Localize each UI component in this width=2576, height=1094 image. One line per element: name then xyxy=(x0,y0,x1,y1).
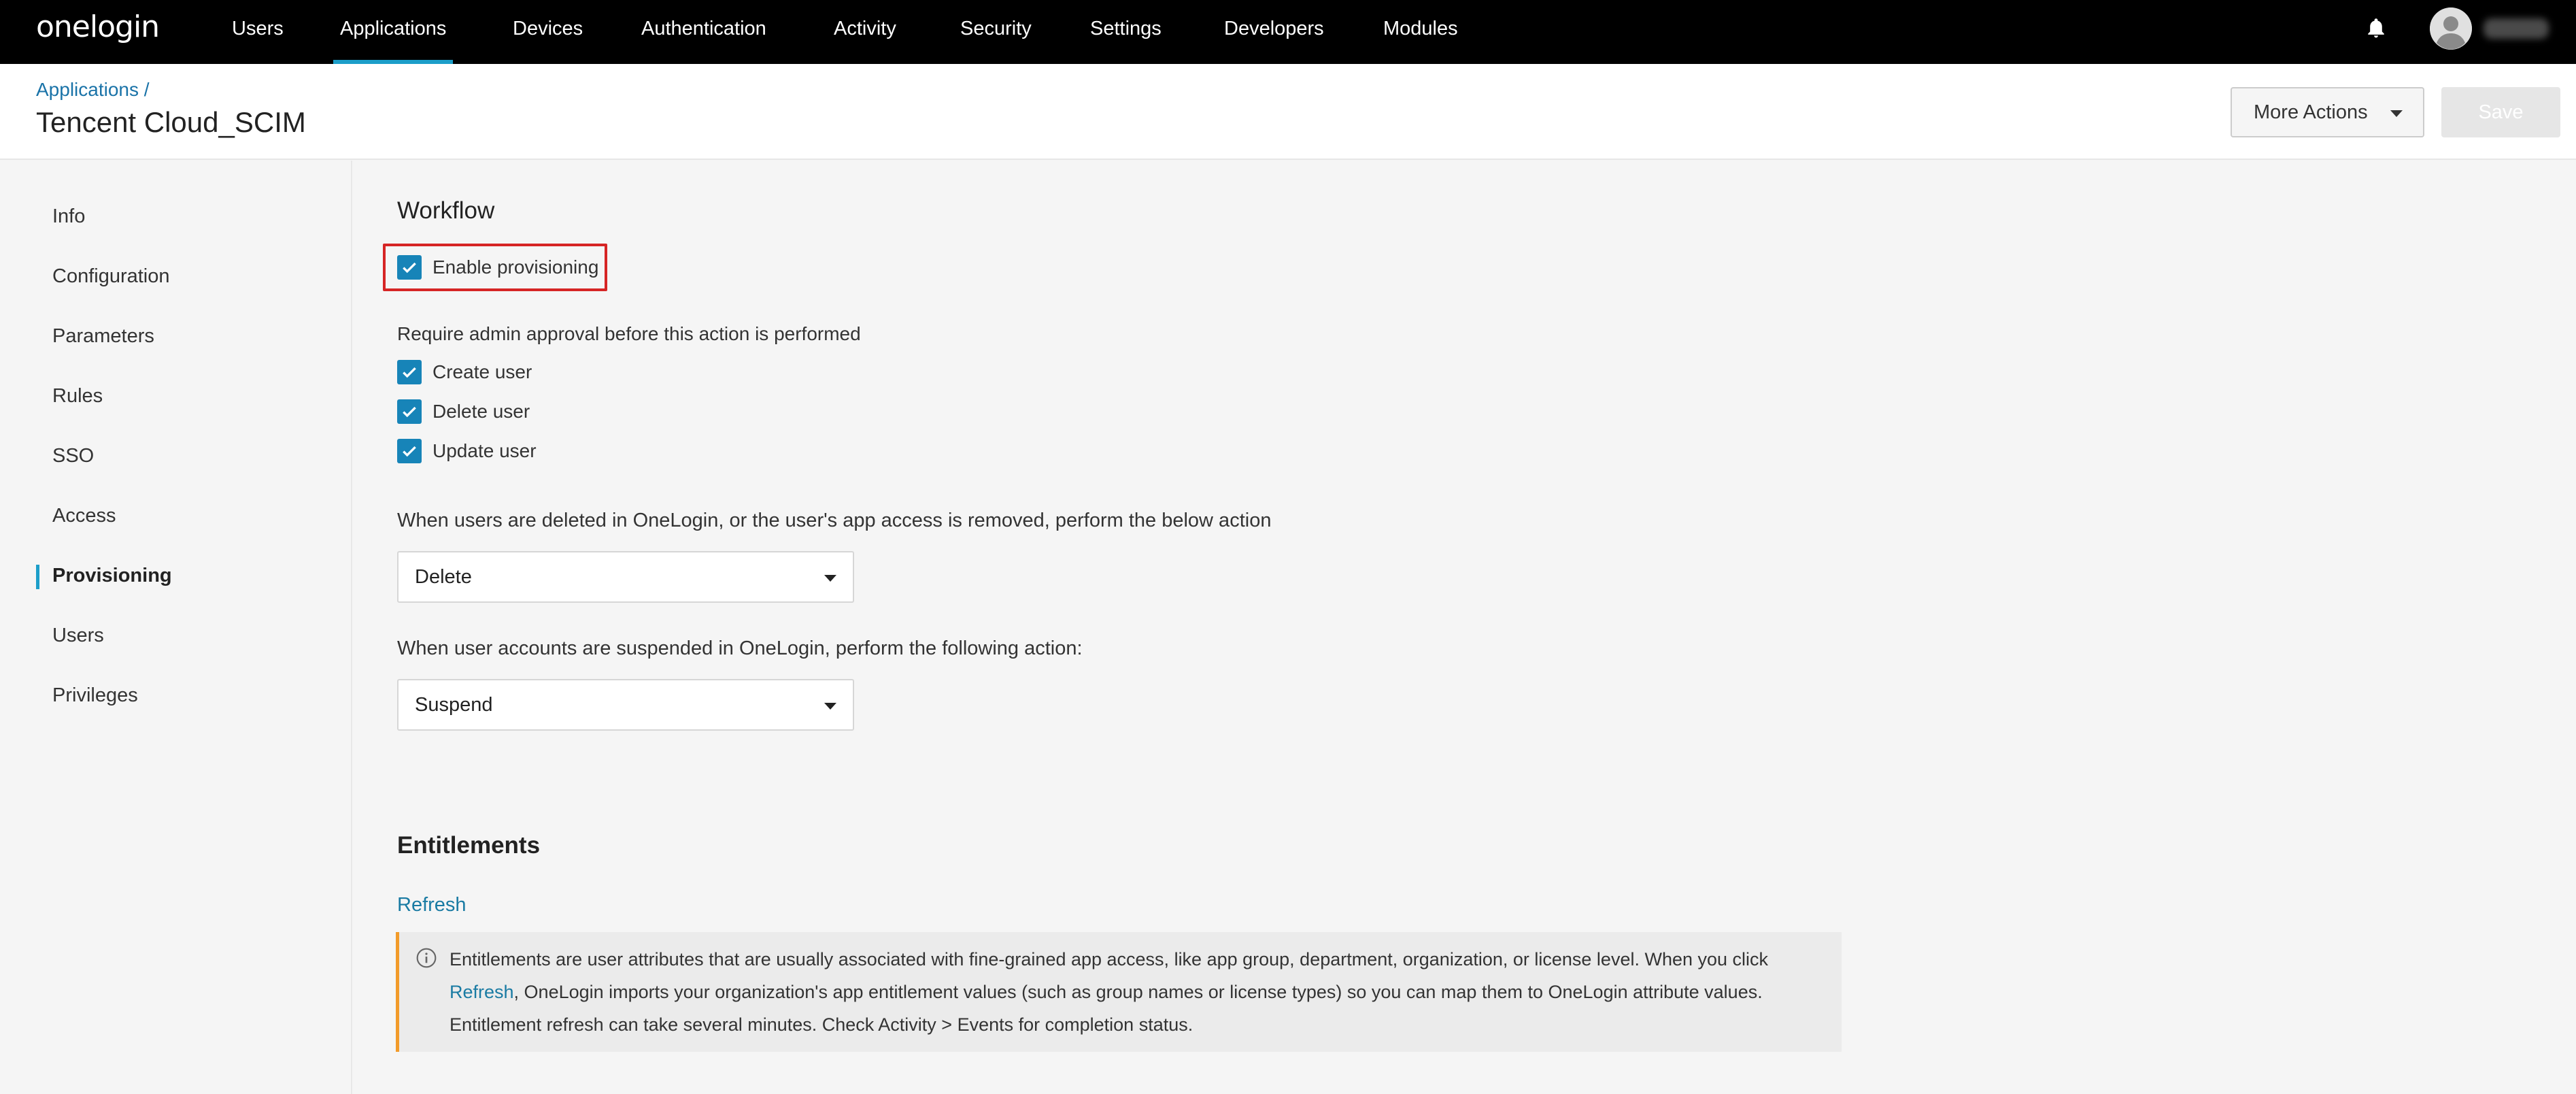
nav-item-developers[interactable]: Developers xyxy=(1224,18,1324,39)
suspended-action-label: When user accounts are suspended in OneLogin, perform the following action: xyxy=(397,637,1083,659)
create-user-checkbox[interactable] xyxy=(397,360,532,384)
workflow-heading: Workflow xyxy=(397,197,495,224)
caret-down-icon xyxy=(824,575,836,582)
deleted-action-label: When users are deleted in OneLogin, or the user's app access is removed, perform the below action xyxy=(397,510,1272,531)
onelogin-logo[interactable]: onelogin xyxy=(36,10,160,44)
update-user-checkbox[interactable] xyxy=(397,439,537,463)
sidebar xyxy=(0,161,352,1094)
nav-item-devices[interactable]: Devices xyxy=(513,18,583,39)
deleted-action-select[interactable] xyxy=(397,551,854,603)
caret-down-icon xyxy=(2390,110,2403,117)
nav-item-authentication[interactable]: Authentication xyxy=(641,18,766,39)
sidebar-item-configuration[interactable]: Configuration xyxy=(52,265,170,287)
info-icon xyxy=(416,947,437,969)
deleted-action-value: Delete xyxy=(415,566,472,588)
checkbox-checked-icon xyxy=(397,399,422,424)
sidebar-item-provisioning[interactable]: Provisioning xyxy=(52,565,172,586)
save-button[interactable]: Save xyxy=(2441,87,2560,137)
more-actions-button[interactable] xyxy=(2231,87,2424,137)
create-user-label: Create user xyxy=(433,361,532,382)
sidebar-item-info[interactable]: Info xyxy=(52,205,86,227)
sidebar-item-access[interactable]: Access xyxy=(52,505,116,527)
top-nav xyxy=(0,0,2576,64)
nav-item-settings[interactable]: Settings xyxy=(1090,18,1162,39)
checkbox-checked-icon xyxy=(397,360,422,384)
bell-icon[interactable] xyxy=(2365,18,2387,39)
nav-item-activity[interactable]: Activity xyxy=(834,18,896,39)
sidebar-item-sso[interactable]: SSO xyxy=(52,445,95,467)
checkbox-checked-icon xyxy=(397,439,422,463)
page-title: Tencent Cloud_SCIM xyxy=(36,106,306,138)
refresh-link[interactable]: Refresh xyxy=(397,894,467,916)
nav-item-modules[interactable]: Modules xyxy=(1383,18,1458,39)
entitlements-info-box xyxy=(396,932,1842,1052)
checkbox-checked-icon xyxy=(397,255,422,280)
user-name[interactable] xyxy=(2484,18,2549,39)
entitlements-info-text xyxy=(450,943,1830,1041)
sidebar-item-parameters[interactable]: Parameters xyxy=(52,325,154,347)
enable-provisioning-label: Enable provisioning xyxy=(433,256,599,278)
delete-user-label: Delete user xyxy=(433,401,530,422)
approval-label: Require admin approval before this action is performed xyxy=(397,323,861,344)
nav-item-users[interactable]: Users xyxy=(232,18,284,39)
suspended-action-select[interactable] xyxy=(397,679,854,731)
suspended-action-value: Suspend xyxy=(415,694,493,716)
more-actions-label: More Actions xyxy=(2254,101,2368,123)
entitlements-heading: Entitlements xyxy=(397,832,541,859)
info-text-part2: , OneLogin imports your organization's app entitlement values (such as group names or license types) so you can map them to OneLogin attribute values. Entitlement refresh can take several minutes. Check Activity > Events for completion status. xyxy=(450,982,1763,1035)
breadcrumb-applications[interactable]: Applications / xyxy=(36,79,150,100)
delete-user-checkbox[interactable] xyxy=(397,399,530,424)
nav-item-applications[interactable]: Applications xyxy=(340,0,446,64)
active-indicator xyxy=(36,565,39,589)
info-refresh-link[interactable]: Refresh xyxy=(450,982,514,1002)
sidebar-item-users[interactable]: Users xyxy=(52,625,104,646)
main-content xyxy=(354,161,2576,1094)
info-text-part1: Entitlements are user attributes that are usually associated with fine-grained app access, like app group, department, organization, or license level. When you click xyxy=(450,949,1769,969)
update-user-label: Update user xyxy=(433,440,537,461)
user-avatar-icon[interactable] xyxy=(2430,7,2472,50)
nav-item-security[interactable]: Security xyxy=(960,18,1032,39)
sidebar-item-rules[interactable]: Rules xyxy=(52,385,103,407)
sidebar-item-privileges[interactable]: Privileges xyxy=(52,684,138,706)
caret-down-icon xyxy=(824,703,836,710)
enable-provisioning-checkbox[interactable] xyxy=(397,255,598,280)
page-header xyxy=(0,64,2576,160)
